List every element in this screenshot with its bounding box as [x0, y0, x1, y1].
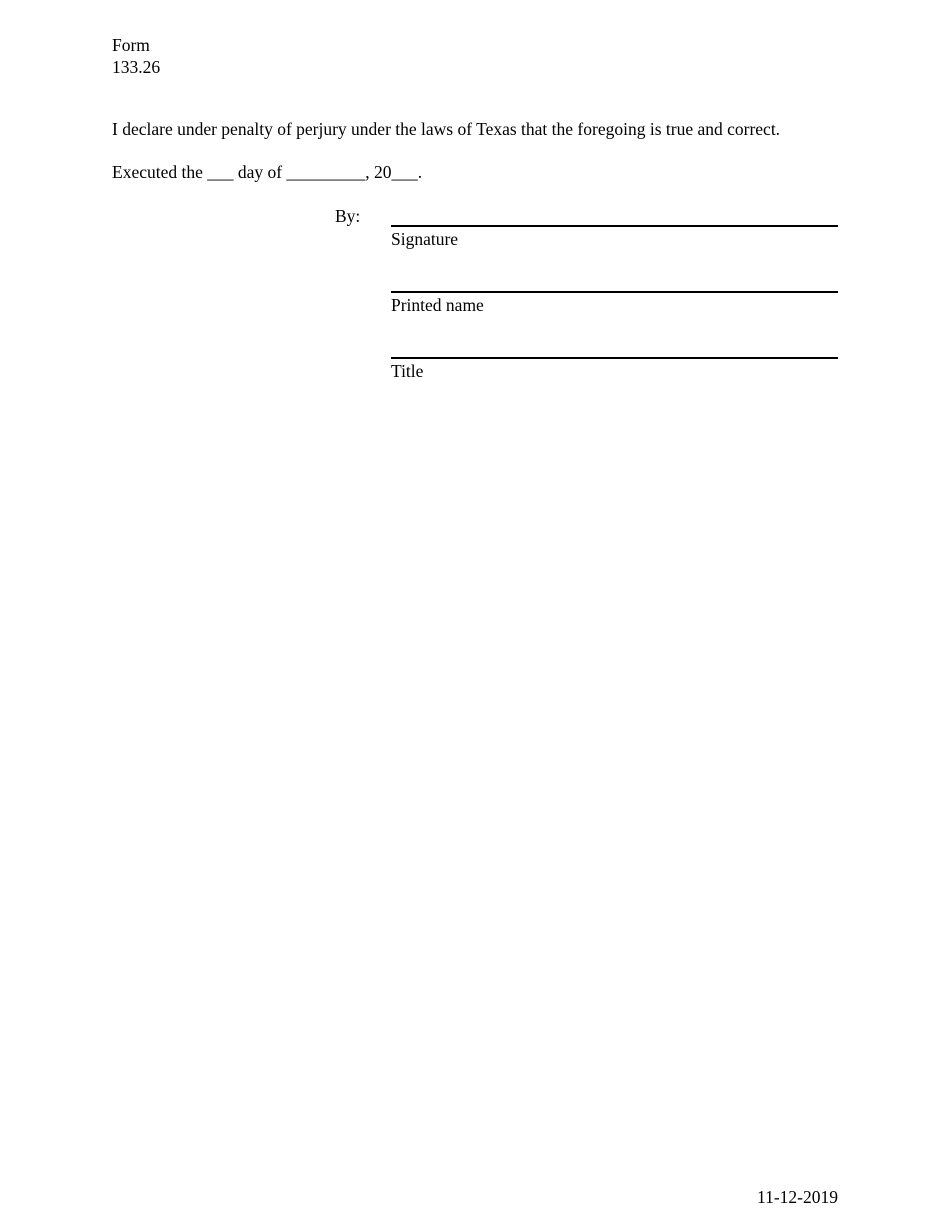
title-caption: Title — [391, 361, 424, 381]
form-label: Form — [112, 35, 150, 55]
form-number: 133.26 — [112, 57, 161, 77]
perjury-declaration: I declare under penalty of perjury under the laws of Texas that the foregoing is true and correct. — [112, 119, 781, 139]
signature-caption: Signature — [391, 229, 459, 249]
by-label: By: — [335, 206, 361, 226]
title-line[interactable] — [391, 357, 838, 359]
footer-date: 11-12-2019 — [756, 1187, 838, 1207]
signature-line[interactable] — [391, 225, 838, 227]
executed-date-line: Executed the ___ day of _________, 20___. — [112, 162, 423, 182]
printed-name-line[interactable] — [391, 291, 838, 293]
printed-name-caption: Printed name — [391, 295, 484, 315]
